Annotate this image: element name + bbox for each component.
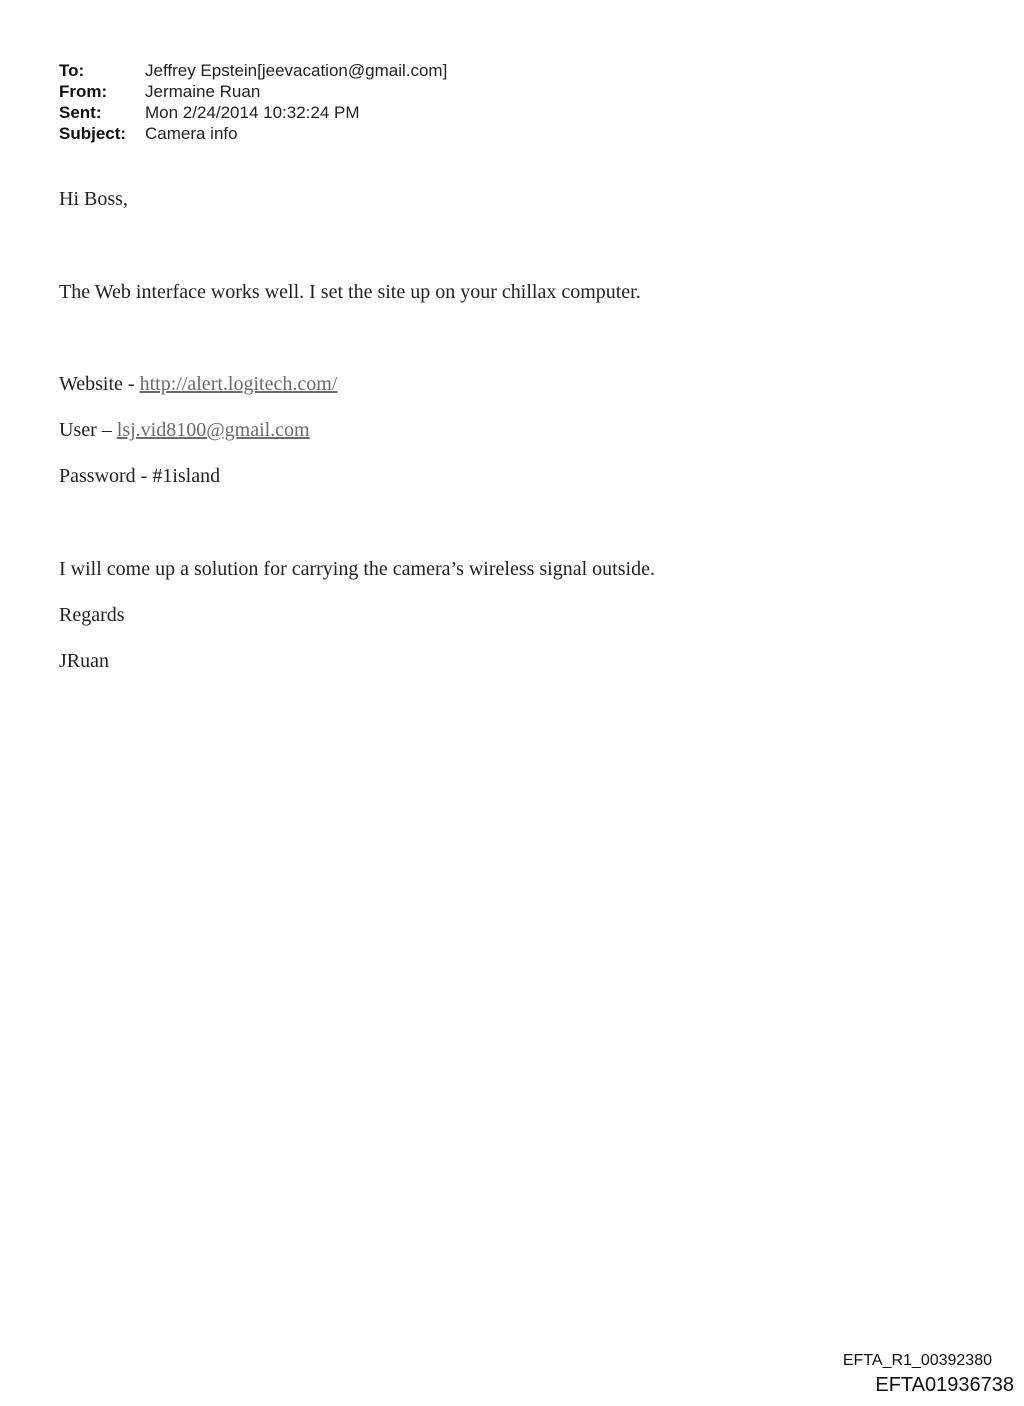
subject-label: Subject: (59, 124, 127, 143)
from-row (59, 81, 447, 102)
subject-row (59, 123, 447, 144)
website-link[interactable]: http://alert.logitech.com/ (139, 373, 338, 395)
sent-row (59, 102, 447, 123)
sent-value: Mon 2/24/2014 10:32:24 PM (145, 103, 360, 122)
body-paragraph-1: The Web interface works well. I set the site up on your chillax computer. (59, 281, 641, 303)
email-header (59, 60, 447, 144)
subject-value: Camera info (145, 124, 238, 143)
website-line (59, 372, 337, 396)
website-label: Website - (59, 373, 140, 395)
greeting: Hi Boss, (59, 188, 128, 210)
body-paragraph-2: I will come up a solution for carrying the camera’s wireless signal outside. (59, 558, 655, 580)
sent-label: Sent: (59, 103, 102, 122)
to-label: To: (59, 61, 85, 80)
user-label: User – (59, 419, 117, 441)
to-value: Jeffrey Epstein[jeevacation@gmail.com] (145, 61, 448, 80)
user-email-link[interactable]: lsj.vid8100@gmail.com (116, 419, 310, 441)
password-line: Password - #1island (59, 465, 221, 487)
user-line (59, 418, 310, 442)
bates-number-1: EFTA_R1_00392380 (842, 1352, 992, 1369)
from-value: Jermaine Ruan (145, 82, 261, 101)
to-row (59, 60, 447, 81)
closing: Regards (59, 604, 125, 626)
bates-number-2: EFTA01936738 (875, 1374, 1014, 1396)
signature: JRuan (59, 650, 109, 672)
from-label: From: (59, 82, 108, 101)
